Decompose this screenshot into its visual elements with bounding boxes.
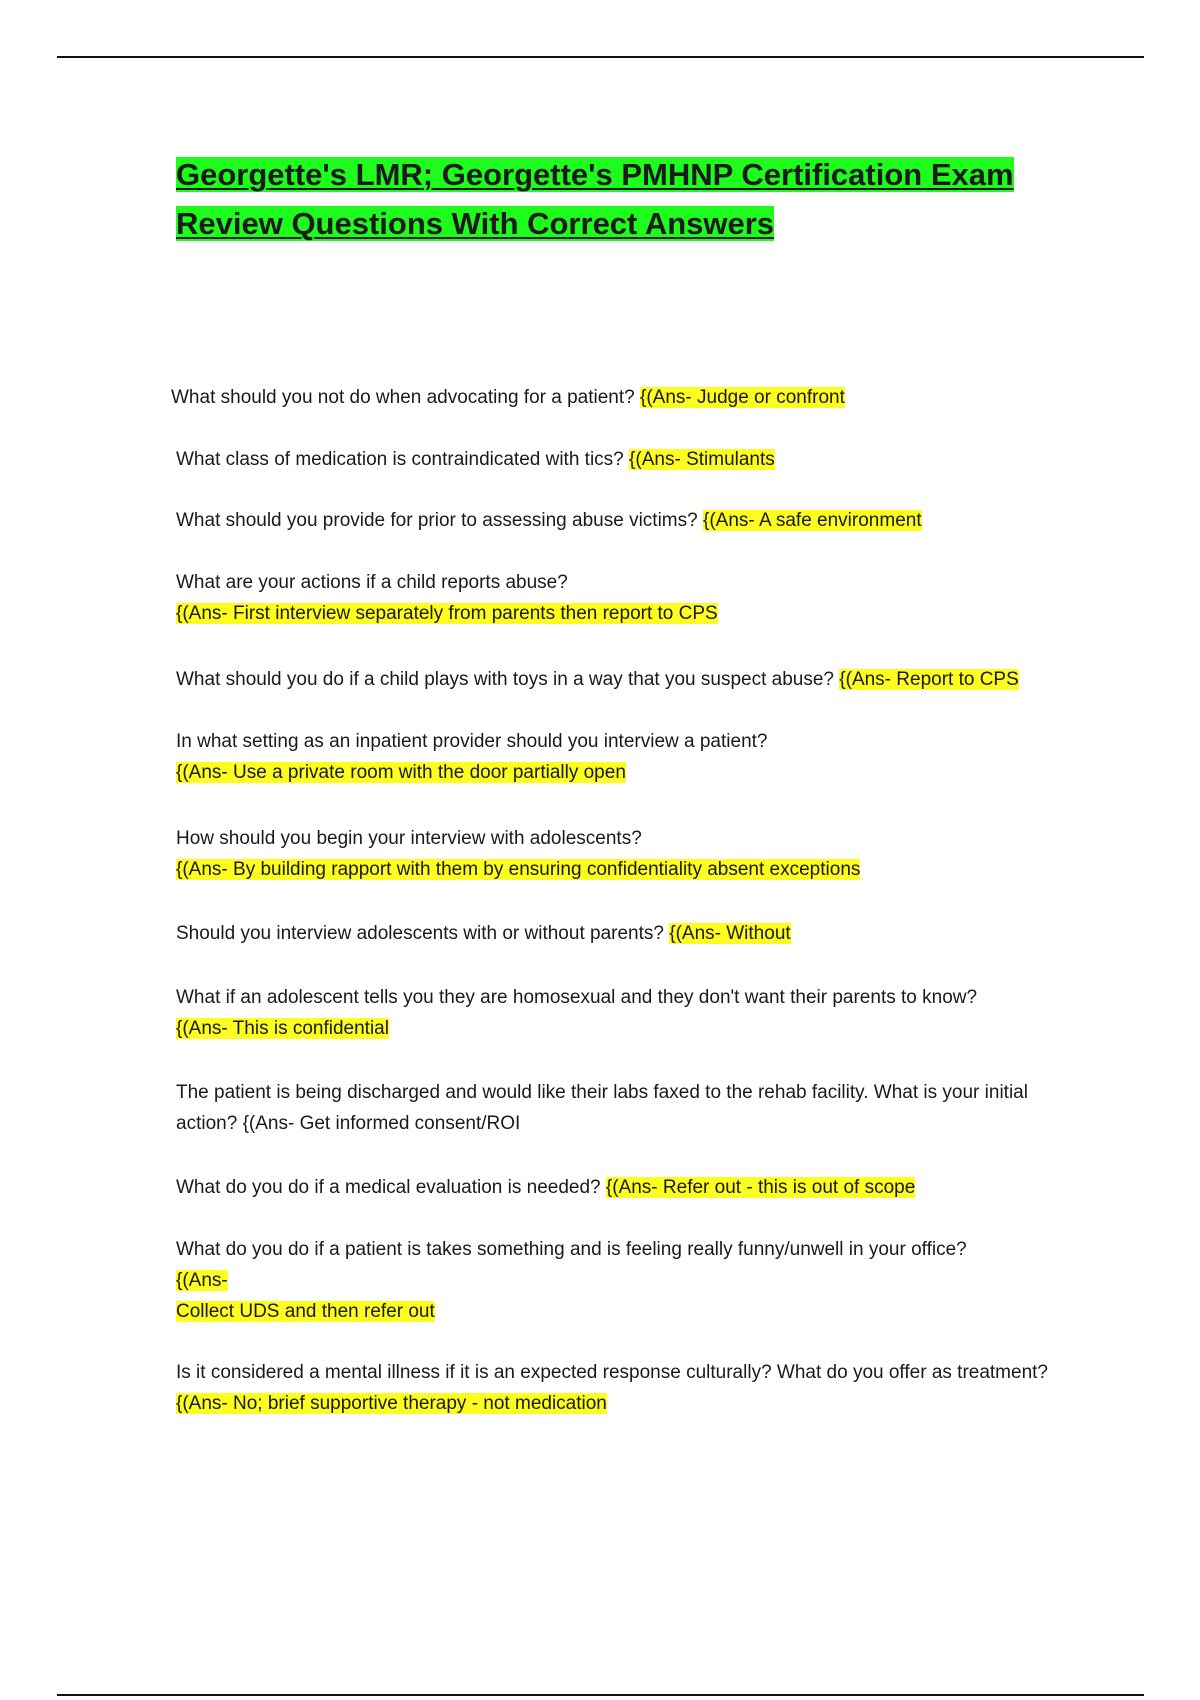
answer-text: {(Ans- Without	[669, 923, 791, 944]
question-text: The patient is being discharged and would like their labs faxed to the rehab facility. What is your initial action?	[176, 1082, 1028, 1134]
answer-text: {(Ans- Refer out - this is out of scope	[605, 1177, 916, 1198]
qa-item	[176, 444, 1076, 475]
answer-text: {(Ans-	[176, 1270, 228, 1291]
answer-text: {(Ans- First interview separately from parents then report to CPS	[176, 603, 718, 624]
qa-item	[176, 505, 1076, 536]
qa-item	[171, 382, 1071, 413]
answer-text: {(Ans- Get informed consent/ROI	[242, 1113, 521, 1134]
qa-item	[176, 567, 1076, 629]
answer-text: Collect UDS and then refer out	[176, 1301, 435, 1322]
qa-item	[176, 1357, 1076, 1419]
answer-text: {(Ans- No; brief supportive therapy - not medication	[176, 1393, 607, 1414]
question-text: What should you do if a child plays with toys in a way that you suspect abuse?	[176, 669, 834, 690]
qa-item	[176, 918, 1076, 949]
question-text: What do you do if a patient is takes something and is feeling really funny/unwell in your office?	[176, 1239, 967, 1260]
qa-item	[176, 1172, 1076, 1203]
question-text: Is it considered a mental illness if it is an expected response culturally? What do you offer as treatment?	[176, 1362, 1048, 1383]
answer-text: {(Ans- Report to CPS	[839, 669, 1019, 690]
answer-text: {(Ans- Use a private room with the door partially open	[176, 762, 626, 783]
question-text: What are your actions if a child reports abuse?	[176, 572, 568, 593]
question-text: What should you provide for prior to assessing abuse victims?	[176, 510, 698, 531]
bottom-rule	[57, 1694, 1144, 1696]
qa-item	[176, 982, 1076, 1044]
question-text: What do you do if a medical evaluation is needed?	[176, 1177, 601, 1198]
answer-text: {(Ans- By building rapport with them by ensuring confidentiality absent exceptions	[176, 859, 861, 880]
answer-text: {(Ans- Stimulants	[629, 449, 775, 470]
question-text: Should you interview adolescents with or without parents?	[176, 923, 664, 944]
answer-text: {(Ans- Judge or confront	[639, 387, 845, 408]
question-text: What if an adolescent tells you they are homosexual and they don't want their parents to know?	[176, 987, 978, 1008]
question-text: What should you not do when advocating for a patient?	[171, 387, 635, 408]
answer-text: {(Ans- A safe environment	[702, 510, 922, 531]
qa-item	[176, 1077, 1076, 1139]
qa-item	[176, 1234, 1076, 1327]
title-line-1: Georgette's LMR; Georgette's PMHNP Certification Exam	[176, 157, 1014, 192]
qa-item	[176, 823, 1076, 885]
question-text: What class of medication is contraindicated with tics?	[176, 449, 624, 470]
title-line-2: Review Questions With Correct Answers	[176, 206, 775, 241]
qa-item	[176, 726, 1076, 788]
qa-item	[176, 664, 1076, 695]
question-text: In what setting as an inpatient provider should you interview a patient?	[176, 731, 768, 752]
question-text: How should you begin your interview with adolescents?	[176, 828, 642, 849]
answer-text: {(Ans- This is confidential	[176, 1018, 389, 1039]
